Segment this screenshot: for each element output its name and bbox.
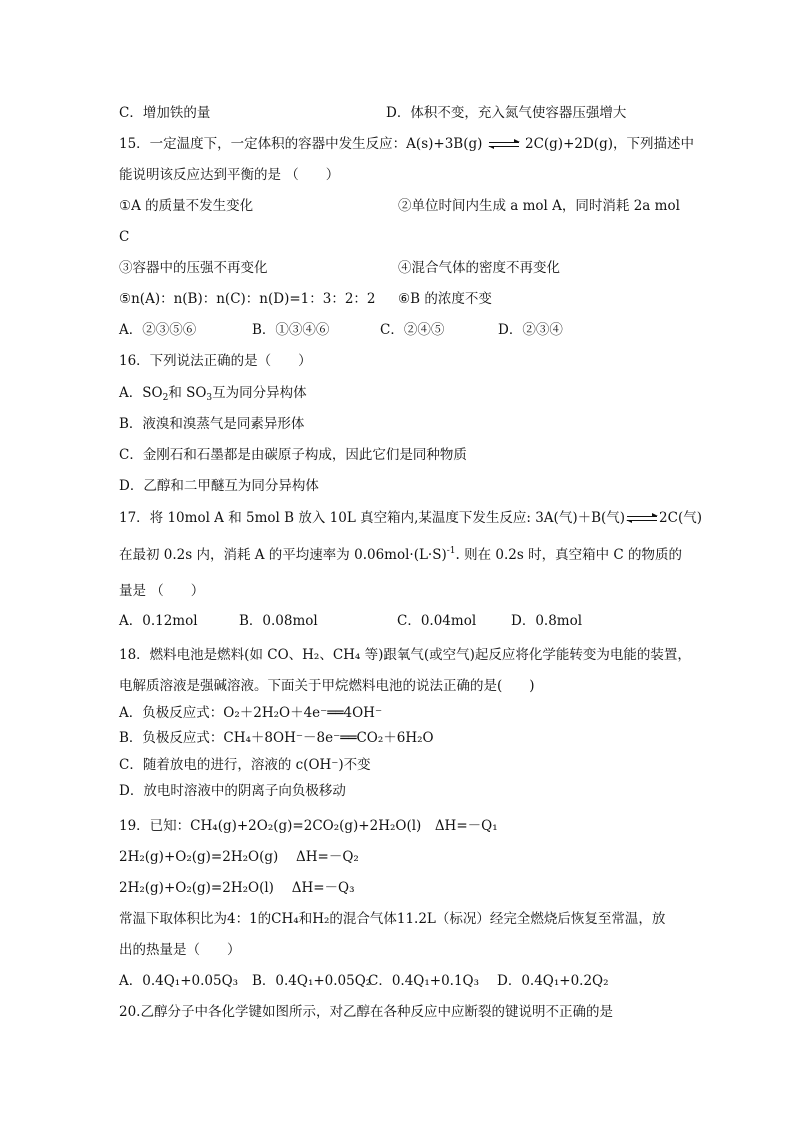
q15-stem-part2: 2C(g)+2D(g)，下列描述中 (524, 136, 694, 152)
q15-item-2-cont: C (119, 229, 130, 245)
q17-option-c: C．0.04mol (397, 613, 477, 629)
q17-options (119, 612, 582, 630)
q19-stem-line5: 出的热量是（ ） (119, 942, 241, 958)
q14-option-d: D．体积不变，充入氮气使容器压强增大 (386, 105, 627, 121)
q18-stem-line2: 电解质溶液是强碱溶液。下面关于甲烷燃料电池的说法正确的是( ) (119, 678, 535, 694)
equilibrium-arrow-icon (627, 514, 657, 524)
q19-stem-line1: 19．已知：CH₄(g)+2O₂(g)=2CO₂(g)+2H₂O(l) ΔH=－Q₁ (119, 818, 498, 834)
q17-option-d: D．0.8mol (511, 613, 583, 629)
q19-eq2: 2H₂(g)+O₂(g)=2H₂O(g) ΔH=－Q₂ (119, 849, 359, 865)
q16-option-a: A．$SO_2$和 $SO_3$互为同分异构体 (119, 385, 307, 403)
q15-item-4: ④混合气体的密度不再变化 (398, 260, 560, 276)
q17-stem: 17．将 10mol A 和 5mol B 放入 10L 真空箱内,某温度下发生反应: 3A(气)＋B(气) 2C(气) (119, 510, 702, 526)
q15-option-c: C．②④⑤ (380, 322, 445, 338)
q16-option-c: C．金刚石和石墨都是由碳原子构成，因此它们是同种物质 (119, 447, 467, 463)
q15-option-d: D．②③④ (498, 322, 563, 338)
q17-option-a: A．0.12mol (119, 613, 198, 629)
q16-stem: 16．下列说法正确的是（ ） (119, 353, 312, 369)
q17-stem-line2: 在最初 0.2s 内，消耗 A 的平均速率为 $0.06mol\cdot(L\cdot S)^{-1}$. 则在 0.2s 时，真空箱中 C 的物质的 (119, 546, 683, 563)
q15-item-3: ③容器中的压强不再变化 (119, 260, 268, 276)
q19-option-a: A．0.4Q₁+0.05Q₃ (119, 973, 239, 989)
q19-option-d: D．0.4Q₁+0.2Q₂ (497, 973, 609, 989)
q15-stem (119, 135, 694, 153)
q18-option-a: A．负极反应式：O₂＋2H₂O＋4e⁻══4OH⁻ (119, 705, 383, 721)
q15-item-2: ②单位时间内生成 a mol A，同时消耗 2a mol (398, 198, 680, 214)
q18-stem-line1: 18．燃料电池是燃料(如 CO、H₂、CH₄ 等)跟氧气(或空气)起反应将化学能转变为电能的装置， (119, 647, 691, 663)
equilibrium-arrow-icon (489, 140, 519, 150)
q15-stem-part1: 15．一定温度下，一定体积的容器中发生反应：A(s)+3B(g) (119, 136, 483, 152)
q18-option-c: C．随着放电的进行，溶液的 c(OH⁻)不变 (119, 757, 371, 773)
q18-option-d: D．放电时溶液中的阴离子向负极移动 (119, 783, 346, 799)
q15-item-5: ⑤n(A)：n(B)：n(C)：n(D)=1：3：2：2 (119, 291, 376, 307)
q15-options (119, 321, 563, 339)
q19-stem-line4: 常温下取体积比为4：1的CH₄和H₂的混合气体11.2L（标况）经完全燃烧后恢复至常温，放 (119, 911, 666, 927)
q19-option-b: B．0.4Q₁+0.05Q₂ (252, 973, 372, 989)
q20-stem-line1: 20.乙醇分子中各化学键如图所示，对乙醇在各种反应中应断裂的键说明不正确的是 (119, 1004, 613, 1020)
q19-options (119, 972, 609, 990)
q15-option-b: B．①③④⑥ (252, 322, 330, 338)
q15-option-a: A．②③⑤⑥ (119, 322, 197, 338)
q19-option-c: C．0.4Q₁+0.1Q₃ (368, 973, 480, 989)
q16-option-d: D．乙醇和二甲醚互为同分异构体 (119, 478, 319, 494)
q15-item-1: ①A 的质量不发生变化 (119, 198, 254, 214)
q15-item-6: ⑥B 的浓度不变 (398, 291, 492, 307)
q17-stem-line3: 量是 （ ） (119, 583, 205, 599)
q19-eq3: 2H₂(g)+O₂(g)=2H₂O(l) ΔH=－Q₃ (119, 880, 355, 896)
q15-stem-line2: 能说明该反应达到平衡的是 （ ） (119, 167, 340, 183)
q18-option-b: B．负极反应式：CH₄＋8OH⁻－8e⁻══CO₂＋6H₂O (119, 730, 434, 746)
q17-option-b: B．0.08mol (239, 613, 318, 629)
q14-option-c: C．增加铁的量 (119, 105, 211, 121)
q16-option-b: B．液溴和溴蒸气是同素异形体 (119, 416, 305, 432)
